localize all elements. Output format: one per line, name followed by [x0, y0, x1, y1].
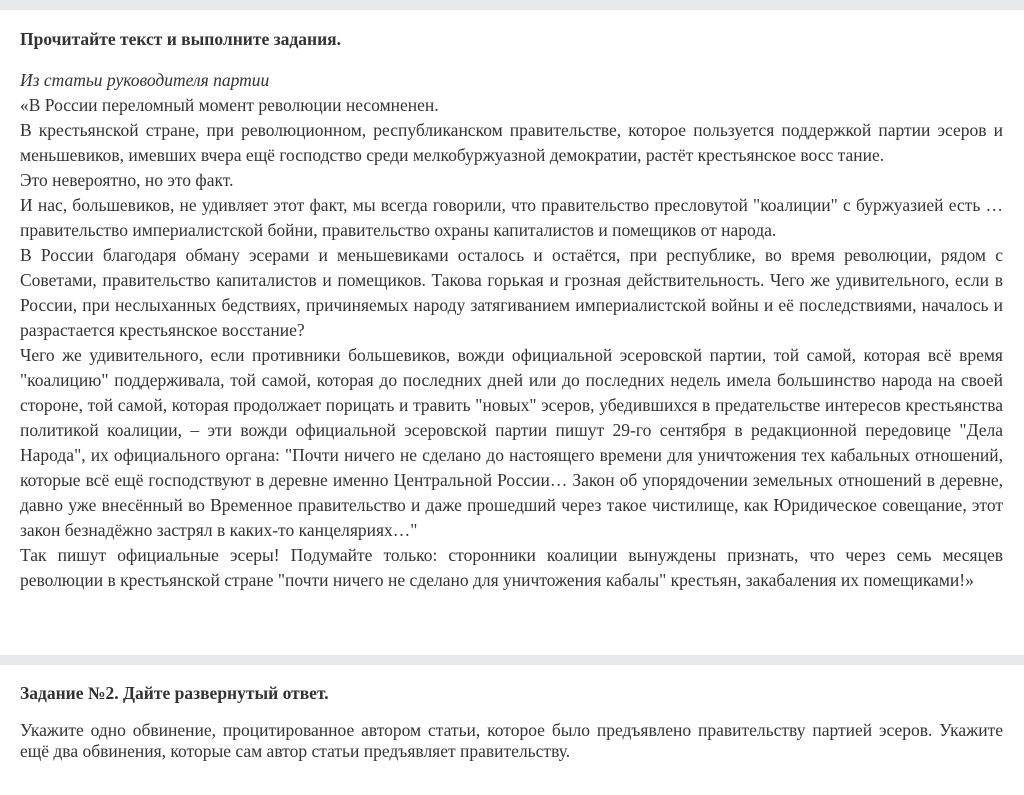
text-paragraph: В крестьянской стране, при революционном, республиканском правительстве, которое пользуется поддержкой партии эсеров и меньшевиков, имевших вчера ещё господство среди мелкобуржуазной демократии, растёт крестьянское восс тание.: [20, 120, 1003, 165]
text-paragraph: «В России переломный момент революции несомненен.: [20, 95, 439, 115]
task-heading: Задание №2. Дайте развернутый ответ.: [20, 683, 329, 703]
instruction-heading: Прочитайте текст и выполните задания.: [20, 29, 342, 49]
source-caption: Из статьи руководителя партии: [20, 70, 270, 90]
task-card: [0, 665, 1024, 795]
text-paragraph: Это невероятно, но это факт.: [20, 170, 234, 190]
text-paragraph: В России благодаря обману эсерами и меньшевиками осталось и остаётся, при республике, во время революции, рядом с Советами, правительство капиталистов и помещиков. Такова горькая и грозная действительность. Чего же удивительного, если в России, при неслыханных бедствиях, причиняемых народу затягиванием империалистской войны и её последствиями, началось и разрастается крестьянское восстание?: [20, 245, 1003, 340]
task-text: Укажите одно обвинение, процитированное автором статьи, которое было предъявлено правительству партией эсеров. Укажите ещё два обвинения, которые сам автор статьи предъявляет правительству.: [20, 720, 1003, 761]
text-paragraph: И нас, большевиков, не удивляет этот факт, мы всегда говорили, что правительство пресловутой "коалиции" с буржуазией есть …правительство империалистской бойни, правительство охраны капиталистов и помещиков от народа.: [20, 195, 1003, 240]
text-paragraph: Чего же удивительного, если противники большевиков, вожди официальной эсеровской партии, той самой, которая всё время "коалицию" поддерживала, той самой, которая до последних дней или до последних недель имела большинство народа на своей стороне, той самой, которая продолжает порицать и травить "новых" эсеров, убедившихся в предательстве интересов крестьянства политикой коалиции, – эти вожди официальной эсеровской партии пишут 29-го сентября в редакционной передовице "Дела Народа", их официального органа: "Почти ничего не сделано до настоящего времени для уничтожения тех кабальных отношений, которые всё ещё господствуют в деревне именно Центральной России… Закон об упорядочении земельных отношений в деревне, давно уже внесённый во Временное правительство и даже прошедший через такое чистилище, как Юридическое совещание, этот закон безнадёжно застрял в каких-то канцеляриях…": [20, 345, 1003, 540]
text-card: [0, 10, 1024, 655]
text-paragraph: Так пишут официальные эсеры! Подумайте только: сторонники коалиции вынуждены признать, что через семь месяцев революции в крестьянской стране "почти ничего не сделано для уничтожения кабалы" крестьян, закабаления их помещиками!»: [20, 545, 1003, 590]
